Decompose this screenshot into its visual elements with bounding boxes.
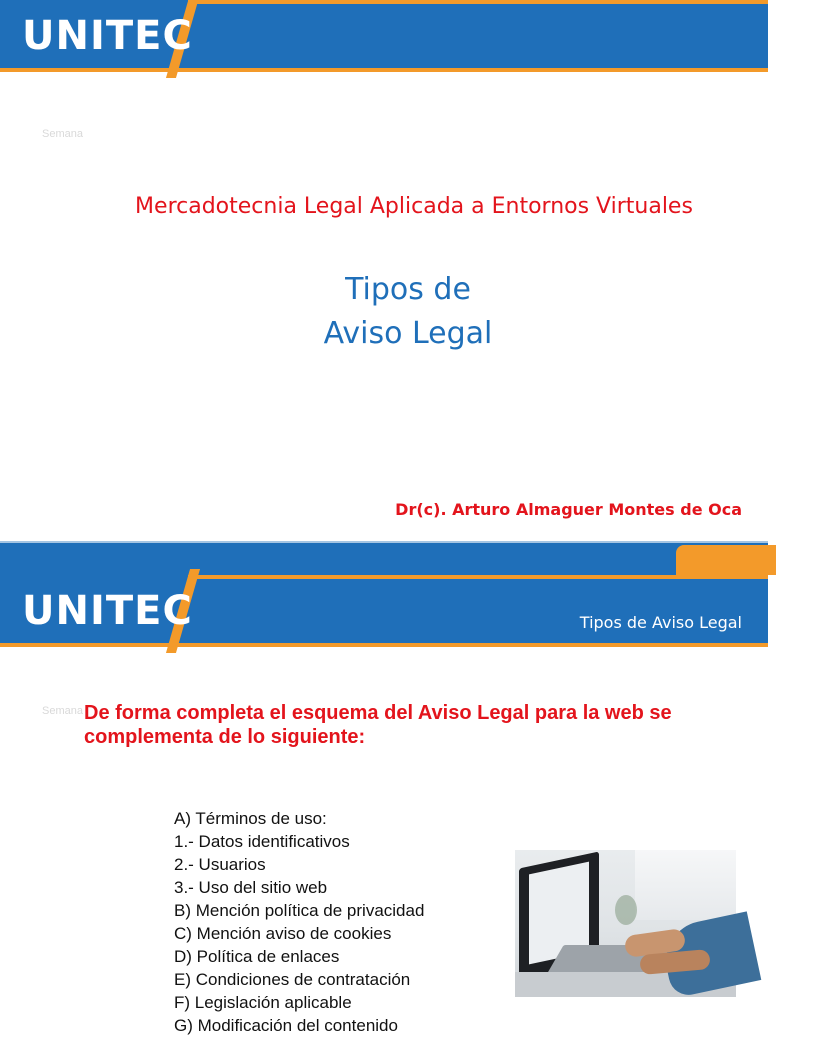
slide-footer-band — [0, 541, 768, 575]
slide-title-line1: Tipos de — [345, 272, 471, 307]
content-slide — [0, 575, 768, 1035]
slide-title-line2: Aviso Legal — [323, 316, 493, 351]
list-item: B) Mención política de privacidad — [174, 901, 425, 920]
footer-orange-tab — [676, 545, 776, 575]
header-slide-title: Tipos de Aviso Legal — [579, 613, 742, 632]
semana-label: Semana — [42, 128, 83, 140]
intro-paragraph: De forma completa el esquema del Aviso Legal para la web se complementa de lo siguiente: — [84, 702, 672, 748]
header-bottom-stripe — [0, 68, 768, 72]
footer-separator — [0, 541, 768, 543]
list-item: A) Términos de uso: — [174, 809, 327, 828]
list-item: 1.- Datos identificativos — [174, 832, 350, 851]
unitec-logo: UNITEC — [22, 588, 193, 634]
laptop-typing-photo — [515, 850, 736, 997]
header-bottom-stripe — [0, 643, 768, 647]
semana-label: Semana — [42, 705, 83, 717]
list-item: D) Política de enlaces — [174, 947, 340, 966]
list-item: E) Condiciones de contratación — [174, 970, 411, 989]
course-title: Mercadotecnia Legal Aplicada a Entornos Virtuales — [135, 194, 693, 219]
list-item: F) Legislación aplicable — [174, 993, 352, 1012]
list-item: G) Modificación del contenido — [174, 1016, 398, 1035]
aviso-legal-list — [174, 807, 424, 1037]
list-item: 2.- Usuarios — [174, 855, 266, 874]
list-item: C) Mención aviso de cookies — [174, 924, 392, 943]
author-name: Dr(c). Arturo Almaguer Montes de Oca — [395, 500, 742, 519]
slide-header — [0, 0, 768, 72]
list-item: 3.- Uso del sitio web — [174, 878, 328, 897]
slide-header — [0, 575, 768, 647]
unitec-logo: UNITEC — [22, 13, 193, 59]
